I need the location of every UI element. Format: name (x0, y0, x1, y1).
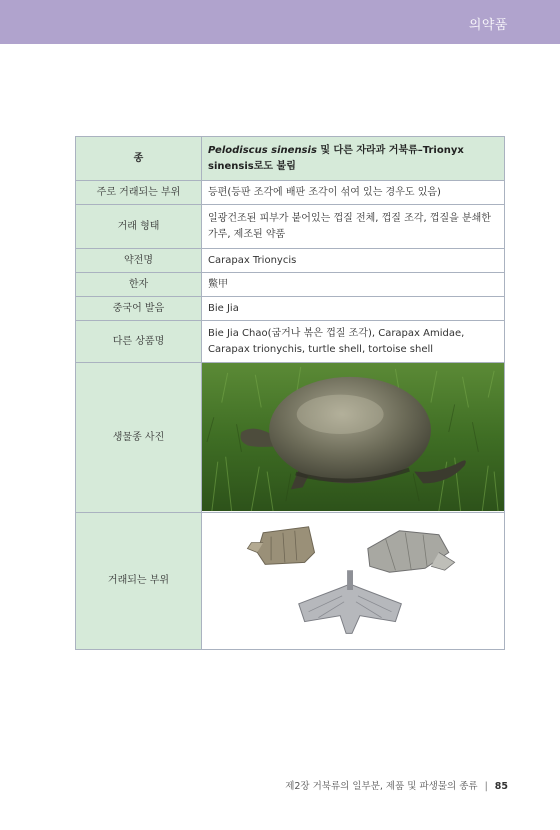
footer-chapter: 제2장 거북류의 일부분, 제품 및 파생물의 종류 (285, 781, 478, 792)
row-label: 다른 상품명 (76, 321, 202, 363)
species-note: 및 다른 자라과 거북류–Trionyx sinensis로도 불림 (208, 144, 464, 172)
row-value: Bie Jia (202, 297, 505, 321)
table-row (76, 181, 505, 205)
softshell-turtle-photo (202, 363, 504, 511)
row-value: 등편(등판 조각에 배판 조각이 섞여 있는 경우도 있음) (202, 181, 505, 205)
table-row (76, 297, 505, 321)
species-table (75, 136, 505, 650)
photo-cell (202, 363, 505, 513)
header-band (0, 0, 560, 44)
row-value: Carapax Trionycis (202, 249, 505, 273)
species-label: 종 (76, 137, 202, 181)
table-row (76, 273, 505, 297)
row-value: 鱉甲 (202, 273, 505, 297)
table-row (76, 205, 505, 249)
species-scientific-name: Pelodiscus sinensis (208, 144, 317, 156)
row-value: 일광건조된 피부가 붙어있는 껍질 전체, 껍질 조각, 껍질을 분쇄한 가루, 제조된 약품 (202, 205, 505, 249)
table-row (76, 321, 505, 363)
page-footer (285, 778, 508, 792)
row-label: 한자 (76, 273, 202, 297)
table-row (76, 249, 505, 273)
row-label: 주로 거래되는 부위 (76, 181, 202, 205)
table-row-photo (76, 363, 505, 513)
table-row-species (76, 137, 505, 181)
header-title: 의약품 (468, 18, 508, 33)
page-number: 85 (494, 781, 508, 792)
traded-shell-parts-photo (202, 513, 504, 648)
row-value: Bie Jia Chao(굽거나 볶은 껍질 조각), Carapax Amidae, Carapax trionychis, turtle shell, tortoise shell (202, 321, 505, 363)
row-label: 거래 형태 (76, 205, 202, 249)
footer-separator: | (484, 781, 488, 792)
species-value (202, 137, 505, 181)
photo-label: 생물종 사진 (76, 363, 202, 513)
row-label: 약전명 (76, 249, 202, 273)
row-label: 중국어 발음 (76, 297, 202, 321)
table-row-parts (76, 513, 505, 650)
parts-label: 거래되는 부위 (76, 513, 202, 650)
parts-cell (202, 513, 505, 650)
